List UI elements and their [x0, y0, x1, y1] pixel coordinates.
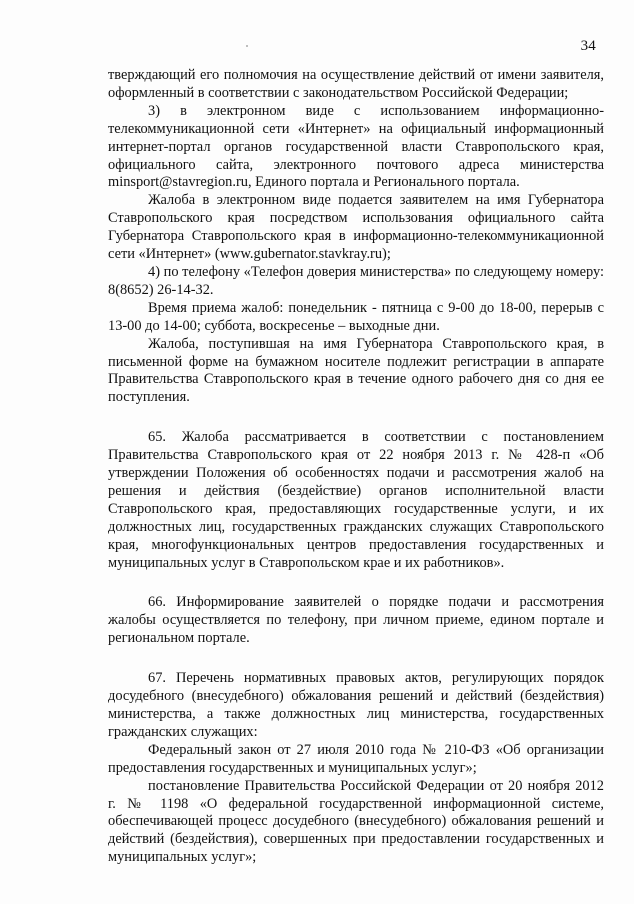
clause-65: 65. Жалоба рассматривается в соответствии с постановлением Правительства Ставропольского края от 22 ноября 2013 г. № 428-п «Об утверждении Положения об особенностях подачи и рассмотрения жалоб на решения и действия (бездействие) органов исполнительной власти Ставропольского края, предоставляющих государственные услуги, и их должностных лиц, государственных гражданских служащих Ставропольского края, многофункциональных центров предоставления государственных и муниципальных услуг в Ставропольском крае и их работников».: [108, 429, 604, 571]
paragraph-reception-hours: Время приема жалоб: понедельник - пятница с 9-00 до 18-00, перерыв с 13-00 до 14-00; суббота, воскресенье – выходные дни.: [108, 299, 604, 334]
paragraph-continuation: тверждающий его полномочия на осуществление действий от имени заявителя, оформленный в соответствии с законодательством Российской Федерации;: [108, 67, 604, 101]
paragraph-electronic-channel: 3) в электронном виде с использованием информационно-телекоммуникационной сети «Интернет» на официальный информационный интернет-портал органов государственной власти Ставропольского края, официального сайта, электронного почтового адреса министерства minsport@stavregion.ru, Единого портала и Регионального портала.: [108, 102, 604, 191]
clause-67-federal-law: Федеральный закон от 27 июля 2010 года № 210-ФЗ «Об организации предоставления государственных и муниципальных услуг»;: [108, 741, 604, 776]
paragraph-gap: [108, 572, 604, 594]
paragraph-gap: [108, 648, 604, 670]
paragraph-registration: Жалоба, поступившая на имя Губернатора Ставропольского края, в письменной форме на бумажном носителе подлежит регистрации в аппарате Правительства Ставропольского края в течение одного рабочего дня со дня ее поступления.: [108, 335, 604, 406]
clause-66: 66. Информирование заявителей о порядке подачи и рассмотрения жалобы осуществляется по телефону, при личном приеме, едином портале и региональном портале.: [108, 594, 604, 647]
clause-67: 67. Перечень нормативных правовых актов, регулирующих порядок досудебного (внесудебного) обжалования решений и действий (бездействия) министерства, а также должностных лиц министерства, государственных гражданских служащих:: [108, 670, 604, 740]
paragraph-gap: [108, 407, 604, 429]
document-body: [108, 67, 604, 867]
page-number: 34: [580, 38, 596, 54]
paragraph-trust-phone: 4) по телефону «Телефон доверия министерства» по следующему номеру: 8(8652) 26-14-32.: [108, 263, 604, 298]
clause-67-government-resolution: постановление Правительства Российской Федерации от 20 ноября 2012 г. № 1198 «О федеральной государственной информационной системе, обеспечивающей процесс досудебного (внесудебного) обжалования решений и действий (бездействия), совершенных при предоставлении государственных и муниципальных услуг»;: [108, 777, 604, 866]
scan-speck: [246, 45, 248, 47]
paragraph-governor-complaint: Жалоба в электронном виде подается заявителем на имя Губернатора Ставропольского края посредством использования официального сайта Губернатора Ставропольского края в информационно-телекоммуникационной сети «Интернет» (www.gubernator.stavkray.ru);: [108, 192, 604, 263]
